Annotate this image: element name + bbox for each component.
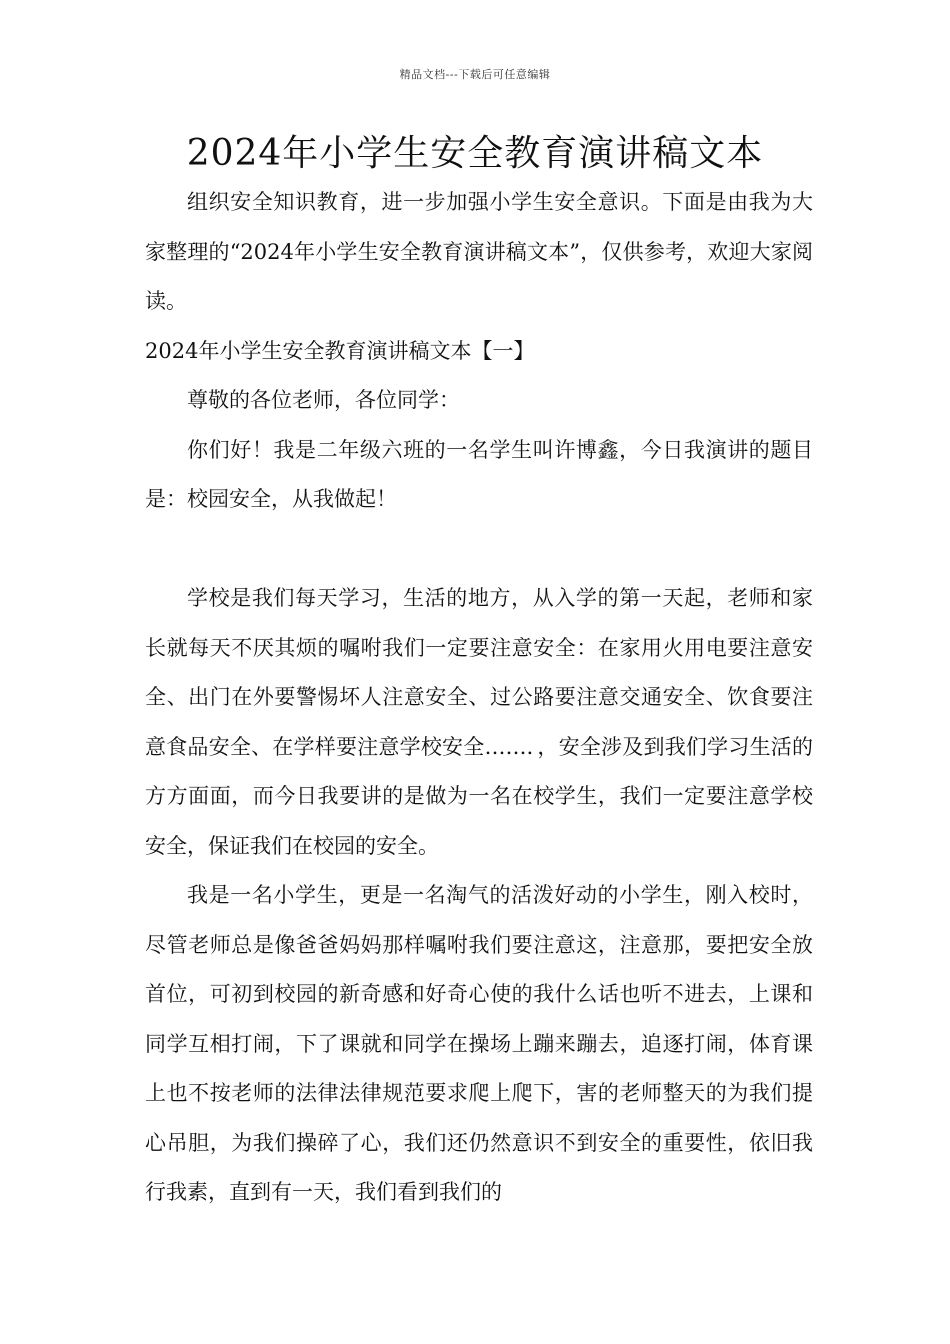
- document-body: [145, 178, 813, 1218]
- body-paragraph: 你们好！我是二年级六班的一名学生叫许博鑫，今日我演讲的题目是：校园安全，从我做起！: [145, 437, 813, 511]
- section-heading: 2024年小学生安全教育演讲稿文本【一】: [145, 338, 535, 363]
- document-title: 2024年小学生安全教育演讲稿文本: [186, 133, 764, 174]
- paragraph-spacer: [145, 525, 813, 575]
- greeting-paragraph: 尊敬的各位老师，各位同学：: [187, 388, 460, 412]
- header-note: 精品文档---下载后可任意编辑: [399, 68, 551, 81]
- body-paragraph: 我是一名小学生，更是一名淘气的活泼好动的小学生，刚入校时，尽管老师总是像爸爸妈妈那样嘱咐我们要注意这，注意那，要把安全放首位，可初到校园的新奇感和好奇心使的我什么话也听不进去，上课和同学互相打闹，下了课就和同学在操场上蹦来蹦去，追逐打闹，体育课上也不按老师的法律法律规范要求爬上爬下，害的老师整天的为我们提心吊胆，为我们操碎了心，我们还仍然意识不到安全的重要性，依旧我行我素，直到有一天，我们看到我们的: [145, 883, 813, 1204]
- intro-paragraph: 组织安全知识教育，进一步加强小学生安全意识。下面是由我为大家整理的“2024年小学生安全教育演讲稿文本”，仅供参考，欢迎大家阅读。: [145, 190, 813, 313]
- body-paragraph: 学校是我们每天学习，生活的地方，从入学的第一天起，老师和家长就每天不厌其烦的嘱咐我们一定要注意安全：在家用火用电要注意安全、出门在外要警惕坏人注意安全、过公路要注意交通安全、饮食要注意食品安全、在学样要注意学校安全……．，安全涉及到我们学习生活的方方面面，而今日我要讲的是做为一名在校学生，我们一定要注意学校安全，保证我们在校园的安全。: [145, 586, 813, 858]
